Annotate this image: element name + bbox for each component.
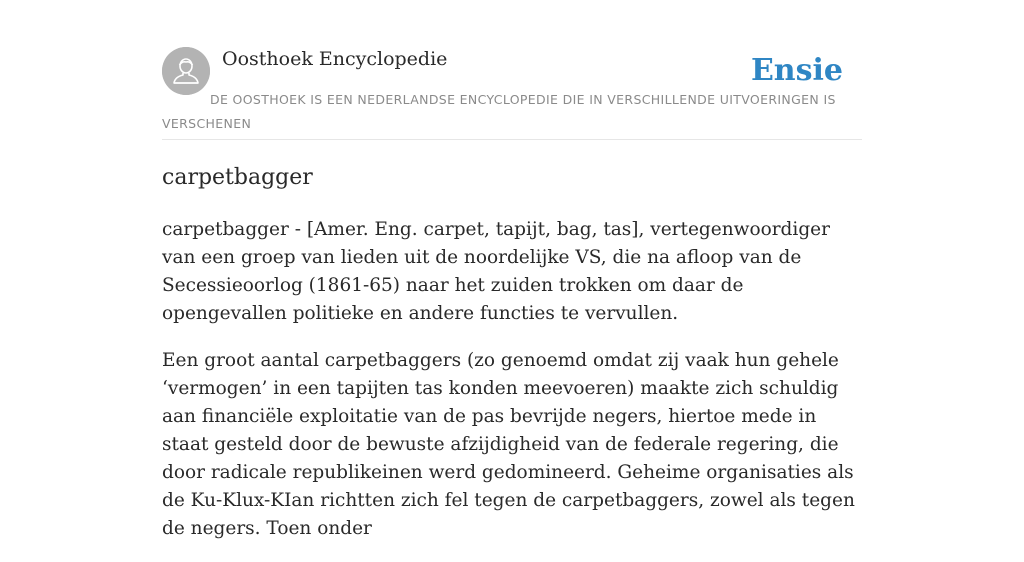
brand-logo[interactable]: Ensie [750, 53, 843, 88]
article-paragraph-1: carpetbagger - [Amer. Eng. carpet, tapijt, bag, tas], vertegenwoordiger van een groep van lieden uit de noordelijke VS, die na afloop van de Secessieoorlog (1861-65) naar het zuiden trokken om daar de opengevallen politieke en andere functies te vervullen. [162, 219, 830, 324]
site-name[interactable]: Oosthoek Encyclopedie [222, 48, 448, 70]
article-paragraph-2: Een groot aantal carpetbaggers (zo genoemd omdat zij vaak hun gehele ‘vermogen’ in een tapijten tas konden meevoeren) maakte zich schuldig aan financiële exploitatie van de pas bevrijde negers, hiertoe mede in staat gesteld door de bewuste afzijdigheid van de federale regering, die door radicale republikeinen werd gedomineerd. Geheime organisaties als de Ku-Klux-KIan richtten zich fel tegen de carpetbaggers, zowel als tegen de negers. Toen onder [162, 350, 855, 539]
site-header [162, 47, 862, 140]
article-title: carpetbagger [162, 165, 313, 190]
site-tagline: DE OOSTHOEK IS EEN NEDERLANDSE ENCYCLOPEDIE DIE IN VERSCHILLENDE UITVOERINGEN IS VERSCHENEN [162, 92, 836, 131]
article-body [162, 216, 862, 562]
